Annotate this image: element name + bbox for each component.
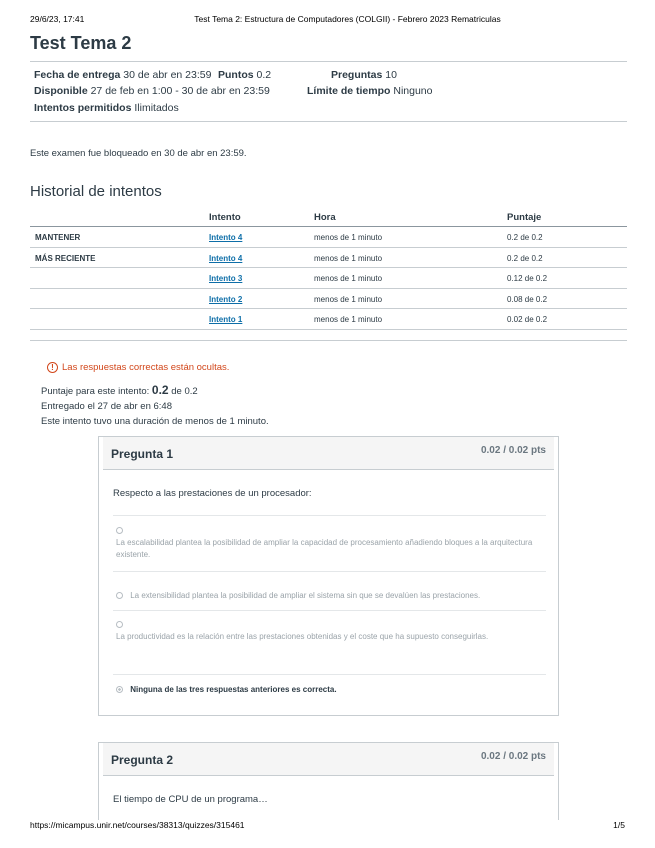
attempt-score: 0.08 de 0.2 [507, 294, 548, 304]
answer-text: La escalabilidad plantea la posibilidad de ampliar la capacidad de procesamiento añadiendo bloques a la arquitectura existente. [116, 538, 533, 559]
radio-icon[interactable] [116, 592, 123, 599]
points-label: Puntos [218, 69, 254, 81]
attempt-score: 0.2 de 0.2 [507, 233, 543, 242]
print-url: https://micampus.unir.net/courses/38313/quizzes/315461 [30, 820, 245, 830]
due-value: 30 de abr en 23:59 [123, 69, 212, 81]
history-title: Historial de intentos [30, 183, 162, 200]
submitted-line: Entregado el 27 de abr en 6:48 [41, 401, 172, 412]
hidden-answers-warning [47, 362, 229, 373]
attempt-time: menos de 1 minuto [314, 315, 383, 324]
due-label: Fecha de entrega [34, 69, 121, 81]
attempt-score: 0.12 de 0.2 [507, 274, 548, 283]
question-header [103, 437, 554, 470]
score-value: 0.2 [151, 383, 169, 397]
questions-label: Preguntas [331, 69, 383, 81]
print-header [30, 14, 625, 26]
page-title: Test Tema 2 [30, 33, 132, 53]
answer-option[interactable] [116, 590, 546, 602]
attempt-score: 0.2 de 0.2 [507, 253, 543, 263]
question-text: Respecto a las prestaciones de un procesador: [113, 488, 312, 499]
header-score: Puntaje [507, 212, 542, 223]
radio-checked-icon[interactable] [116, 686, 123, 693]
question-header [103, 743, 554, 776]
attempts-label: Intentos permitidos [34, 102, 132, 114]
divider [30, 121, 627, 122]
attempt-time: menos de 1 minuto [314, 274, 383, 283]
divider [113, 571, 546, 572]
warning-text: Las respuestas correctas están ocultas. [62, 362, 230, 373]
answer-option-selected[interactable] [116, 684, 546, 696]
attempts-header-row [30, 208, 627, 227]
attempt-link[interactable]: Intento 4 [209, 233, 243, 242]
print-title: Test Tema 2: Estructura de Computadores (COLGII) - Febrero 2023 Rematriculas [194, 14, 501, 24]
question-points: 0.02 / 0.02 pts [480, 445, 546, 456]
row-tag: MÁS RECIENTE [35, 253, 96, 263]
available-value: 27 de feb en 1:00 - 30 de abr en 23:59 [90, 85, 270, 97]
question-title: Pregunta 1 [111, 447, 174, 461]
time-limit-value: Ninguno [393, 85, 433, 97]
radio-icon[interactable] [116, 527, 123, 534]
time-limit-label: Límite de tiempo [307, 85, 391, 97]
radio-icon[interactable] [116, 621, 123, 628]
header-attempt: Intento [209, 212, 241, 223]
divider [113, 610, 546, 611]
row-tag: MANTENER [35, 233, 81, 242]
available-meta [34, 85, 270, 97]
attempt-link[interactable]: Intento 4 [209, 253, 243, 263]
questions-value: 10 [385, 69, 397, 81]
answer-text: La extensibilidad plantea la posibilidad de ampliar el sistema sin que se devalúen las prestaciones. [130, 591, 481, 600]
print-page-number: 1/5 [613, 820, 625, 830]
answer-text: La productividad es la relación entre las prestaciones obtenidas y el coste que ha supuesto conseguirlas. [116, 632, 489, 641]
divider [113, 674, 546, 675]
question-points: 0.02 / 0.02 pts [480, 751, 546, 762]
questions-meta [331, 69, 397, 81]
question-1-card [98, 436, 559, 716]
answer-option[interactable] [116, 619, 546, 643]
attempts-meta [34, 102, 179, 114]
print-date: 29/6/23, 17:41 [30, 14, 85, 24]
question-title: Pregunta 2 [111, 753, 174, 767]
question-2-card [98, 742, 559, 820]
table-row [30, 268, 627, 289]
table-row [30, 227, 627, 248]
time-limit-meta [307, 85, 432, 97]
attempt-link[interactable]: Intento 1 [209, 315, 243, 324]
score-prefix: Puntaje para este intento: [41, 386, 150, 397]
header-time: Hora [314, 212, 336, 223]
attempt-score: 0.02 de 0.2 [507, 315, 548, 324]
table-row [30, 309, 627, 330]
divider [30, 340, 627, 341]
quiz-meta-row-1 [34, 69, 211, 81]
locked-message: Este examen fue bloqueado en 30 de abr en 23:59. [30, 148, 247, 159]
question-text: El tiempo de CPU de un programa… [113, 794, 268, 805]
score-suffix: de 0.2 [171, 386, 198, 397]
divider [30, 61, 627, 62]
attempt-score-line [41, 383, 198, 397]
answer-option[interactable] [116, 525, 546, 561]
available-label: Disponible [34, 85, 88, 97]
attempt-link[interactable]: Intento 2 [209, 294, 243, 304]
attempts-table [30, 208, 627, 330]
duration-line: Este intento tuvo una duración de menos de 1 minuto. [41, 416, 269, 427]
attempt-time: menos de 1 minuto [314, 294, 383, 304]
points-meta [218, 69, 271, 81]
table-row [30, 248, 627, 269]
divider [113, 515, 546, 516]
attempt-time: menos de 1 minuto [314, 253, 383, 263]
attempt-time: menos de 1 minuto [314, 233, 383, 242]
warning-icon: ! [47, 362, 58, 373]
answer-text: Ninguna de las tres respuestas anteriores es correcta. [130, 685, 337, 694]
attempts-value: Ilimitados [134, 102, 179, 114]
table-row [30, 289, 627, 310]
points-value: 0.2 [256, 69, 272, 81]
attempt-link[interactable]: Intento 3 [209, 274, 243, 283]
